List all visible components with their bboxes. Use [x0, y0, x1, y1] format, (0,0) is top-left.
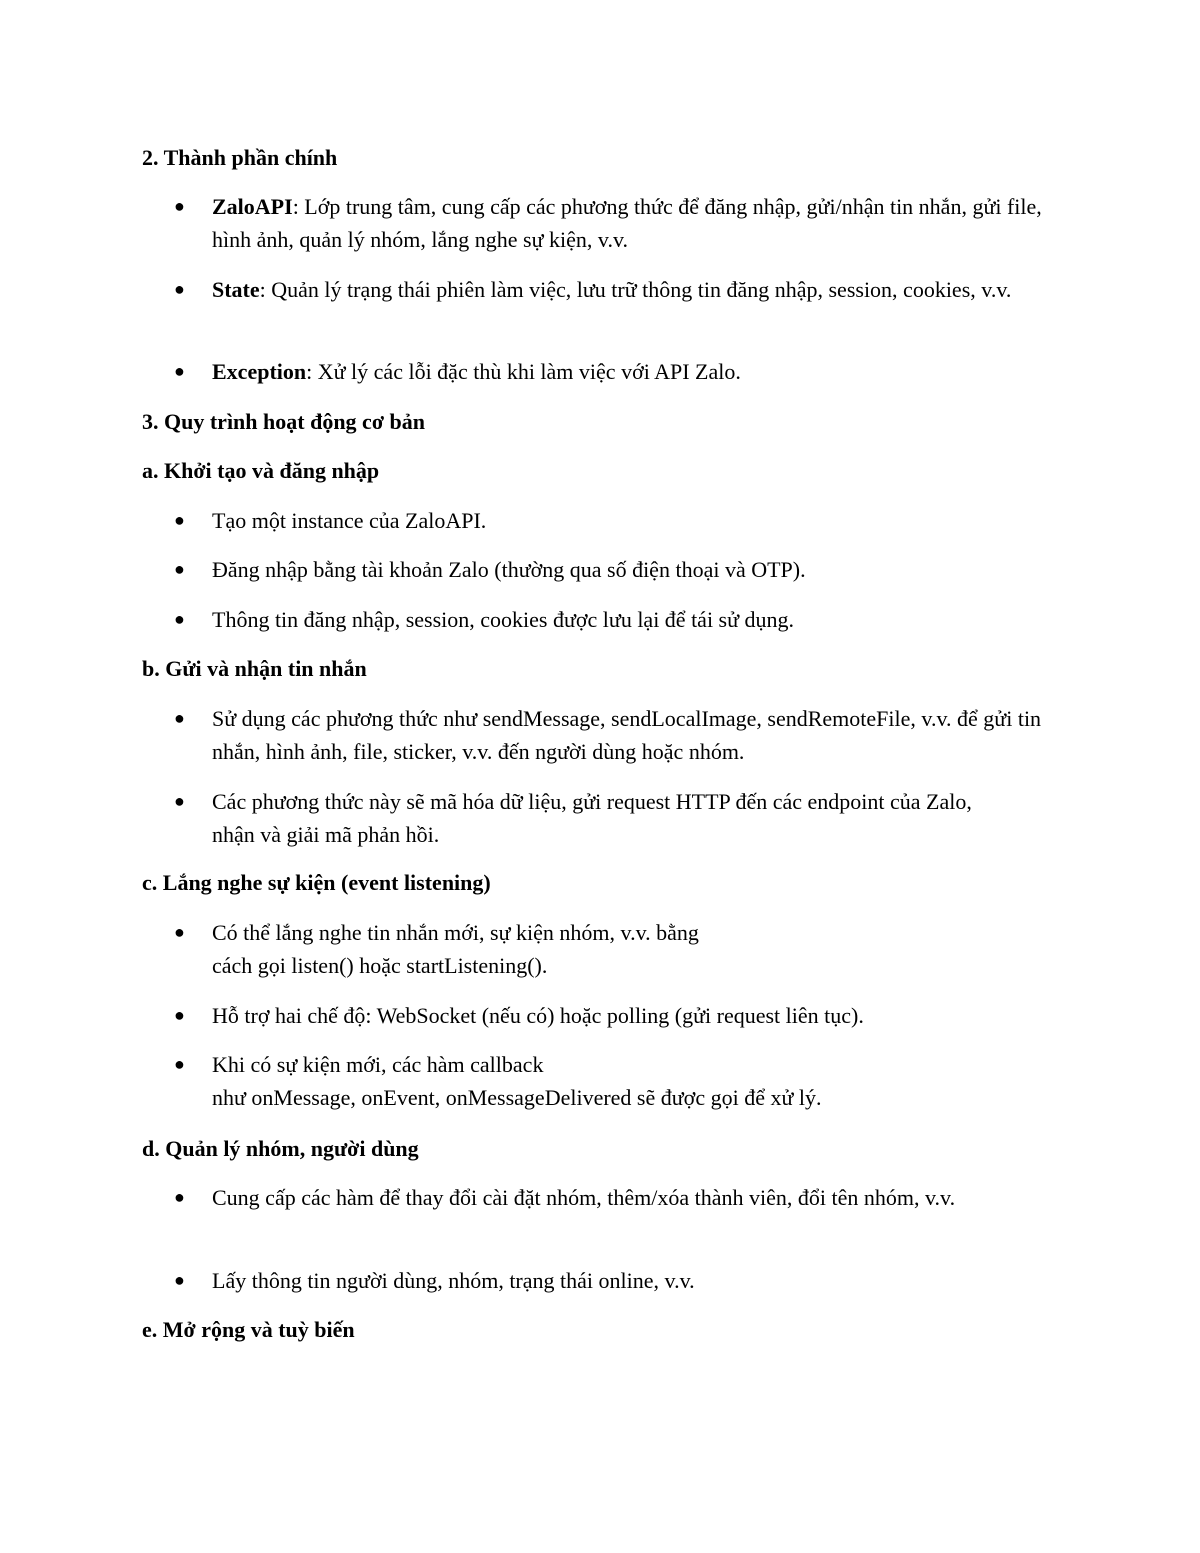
list-item-messaging-1: Sử dụng các phương thức như sendMessage, sendLocalImage, sendRemoteFile, v.v. để gửi tin nhắn, hình ảnh, file, sticker, v.v. đến người dùng hoặc nhóm.	[212, 706, 1042, 764]
section-heading-extend: e. Mở rộng và tuỳ biến	[142, 1317, 355, 1342]
bullet-icon: ●	[174, 791, 185, 811]
list-item-init-1: Tạo một instance của ZaloAPI.	[212, 508, 487, 533]
bullet-icon: ●	[174, 1187, 185, 1207]
section-heading-messaging: b. Gửi và nhận tin nhắn	[142, 656, 367, 681]
list-item-init-3: Thông tin đăng nhập, session, cookies được lưu lại để tái sử dụng.	[212, 607, 795, 632]
section-heading-groups: d. Quản lý nhóm, người dùng	[142, 1136, 419, 1161]
bullet-icon: ●	[174, 1054, 185, 1074]
section-heading-workflow: 3. Quy trình hoạt động cơ bản	[142, 409, 425, 434]
bullet-icon: ●	[174, 922, 185, 942]
list-item-groups-1: Cung cấp các hàm để thay đổi cài đặt nhóm, thêm/xóa thành viên, đổi tên nhóm, v.v.	[212, 1185, 956, 1210]
bullet-icon: ●	[174, 1270, 185, 1290]
list-item-init-2: Đăng nhập bằng tài khoản Zalo (thường qua số điện thoại và OTP).	[212, 557, 806, 582]
bullet-icon: ●	[174, 559, 185, 579]
events-3-line1: Khi có sự kiện mới, các hàm callback	[212, 1052, 544, 1077]
bullet-icon: ●	[174, 361, 185, 381]
bullet-icon: ●	[174, 609, 185, 629]
list-item-events-1	[212, 916, 1042, 982]
section-heading-components: 2. Thành phần chính	[142, 145, 338, 170]
events-1-line1: Có thể lắng nghe tin nhắn mới, sự kiện nhóm, v.v. bằng	[212, 920, 699, 945]
list-item-messaging-2: Các phương thức này sẽ mã hóa dữ liệu, gửi request HTTP đến các endpoint của Zalo, nhận và giải mã phản hồi.	[212, 789, 972, 847]
term-exception: Exception	[212, 359, 307, 384]
bullet-icon: ●	[174, 708, 185, 728]
bullet-icon: ●	[174, 196, 185, 216]
term-state: State	[212, 277, 260, 302]
list-item-events-2: Hỗ trợ hai chế độ: WebSocket (nếu có) hoặc polling (gửi request liên tục).	[212, 1003, 864, 1028]
list-item-exception	[212, 355, 1042, 388]
events-1-line2: cách gọi listen() hoặc startListening().	[212, 953, 548, 978]
term-zaloapi: ZaloAPI	[212, 194, 293, 219]
list-item-state	[212, 273, 1042, 306]
list-item-zaloapi	[212, 190, 1042, 256]
desc-zaloapi: : Lớp trung tâm, cung cấp các phương thức để đăng nhập, gửi/nhận tin nhắn, gửi file, hình ảnh, quản lý nhóm, lắng nghe sự kiện, v.v.	[212, 194, 1042, 252]
desc-exception: : Xử lý các lỗi đặc thù khi làm việc với API Zalo.	[306, 359, 741, 384]
bullet-icon: ●	[174, 279, 185, 299]
list-item-groups-2: Lấy thông tin người dùng, nhóm, trạng thái online, v.v.	[212, 1268, 695, 1293]
section-heading-init: a. Khởi tạo và đăng nhập	[142, 458, 380, 483]
desc-state: : Quản lý trạng thái phiên làm việc, lưu trữ thông tin đăng nhập, session, cookies, v.v.	[259, 277, 1012, 302]
list-item-events-3	[212, 1048, 1042, 1114]
events-3-line2: như onMessage, onEvent, onMessageDelivered sẽ được gọi để xử lý.	[212, 1085, 822, 1110]
bullet-icon: ●	[174, 1005, 185, 1025]
bullet-icon: ●	[174, 510, 185, 530]
section-heading-events: c. Lắng nghe sự kiện (event listening)	[142, 870, 491, 895]
